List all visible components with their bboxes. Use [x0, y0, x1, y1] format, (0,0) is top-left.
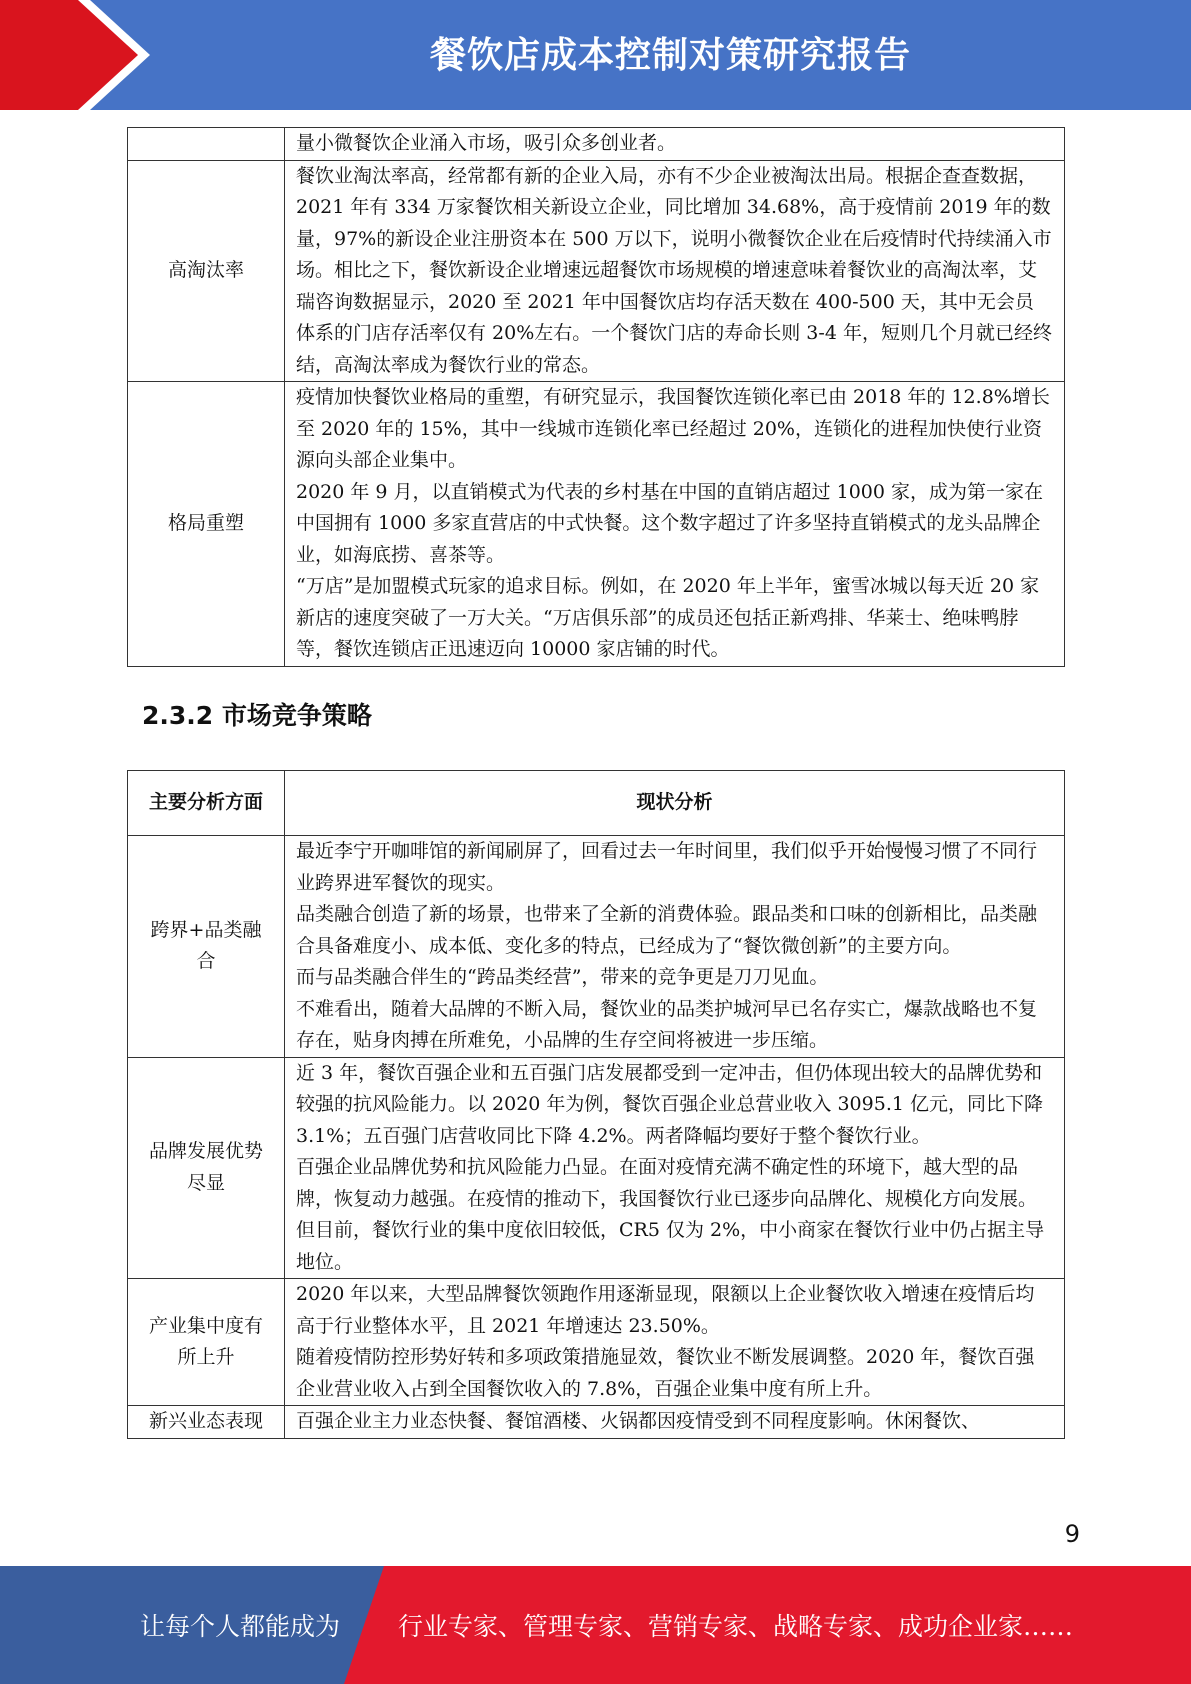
- footer-slogan-text: 行业专家、管理专家、营销专家、战略专家、成功企业家……: [398, 1612, 1074, 1641]
- aspect-cell: 高淘汰率: [128, 160, 285, 382]
- table-row: [128, 1057, 1065, 1279]
- table-row: [128, 1406, 1065, 1439]
- analysis-cell: [285, 1406, 1065, 1439]
- page-header: [0, 0, 1191, 110]
- document-title: 餐饮店成本控制对策研究报告: [429, 34, 911, 76]
- table-row: [128, 836, 1065, 1058]
- analysis-paragraph: 随着疫情防控形势好转和多项政策措施显效，餐饮业不断发展调整。2020 年，餐饮百强企业营业收入占到全国餐饮收入的 7.8%，百强企业集中度有所上升。: [296, 1346, 1035, 1400]
- analysis-cell: [285, 160, 1065, 382]
- analysis-paragraph: 品类融合创造了新的场景，也带来了全新的消费体验。跟品类和口味的创新相比，品类融合具备难度小、成本低、变化多的特点，已经成为了“餐饮微创新”的主要方向。: [296, 903, 1038, 957]
- analysis-paragraph: 疫情加快餐饮业格局的重塑，有研究显示，我国餐饮连锁化率已由 2018 年的 12.8%增长至 2020 年的 15%，其中一线城市连锁化率已经超过 20%，连锁化的进程加快使行业资源向头部企业集中。: [296, 386, 1050, 471]
- table-row: [128, 382, 1065, 667]
- analysis-paragraph: 而与品类融合伴生的“跨品类经营”，带来的竞争更是刀刀见血。: [296, 966, 829, 988]
- table-row: [128, 160, 1065, 382]
- analysis-paragraph: 餐饮业淘汰率高，经常都有新的企业入局，亦有不少企业被淘汰出局。根据企查查数据，2021 年有 334 万家餐饮相关新设立企业，同比增加 34.68%，高于疫情前 2019 年的数量，97%的新设企业注册资本在 500 万以下，说明小微餐饮企业在后疫情时代持续涌入市场。相比之下，餐饮新设企业增速远超餐饮市场规模的增速意味着餐饮业的高淘汰率，艾瑞咨询数据显示，2020 至 2021 年中国餐饮店均存活天数在 400-500 天，其中无会员体系的门店存活率仅有 20%左右。一个餐饮门店的寿命长则 3-4 年，短则几个月就已经终结，高淘汰率成为餐饮行业的常态。: [296, 164, 1052, 376]
- analysis-paragraph: 百强企业品牌优势和抗风险能力凸显。在面对疫情充满不确定性的环境下，越大型的品牌，恢复动力越强。在疫情的推动下，我国餐饮行业已逐步向品牌化、规模化方向发展。但目前，餐饮行业的集中度依旧较低，CR5 仅为 2%，中小商家在餐饮行业中仍占据主导地位。: [296, 1156, 1045, 1273]
- analysis-paragraph: “万店”是加盟模式玩家的追求目标。例如，在 2020 年上半年，蜜雪冰城以每天近 20 家新店的速度突破了一万大关。“万店俱乐部”的成员还包括正新鸡排、华莱士、绝味鸭脖等，餐饮连锁店正迅速迈向 10000 家店铺的时代。: [296, 575, 1040, 660]
- analysis-paragraph: 不难看出，随着大品牌的不断入局，餐饮业的品类护城河早已名存实亡，爆款战略也不复存在，贴身肉搏在所难免，小品牌的生存空间将被进一步压缩。: [296, 997, 1038, 1051]
- analysis-cell: [285, 382, 1065, 667]
- analysis-cell: [285, 128, 1065, 161]
- page-footer: [0, 1566, 1191, 1684]
- table-header-row: [128, 771, 1065, 836]
- analysis-paragraph: 百强企业主力业态快餐、餐馆酒楼、火锅都因疫情受到不同程度影响。休闲餐饮、: [296, 1410, 981, 1432]
- aspect-cell: 格局重塑: [128, 382, 285, 667]
- aspect-cell: [128, 128, 285, 161]
- footer-lead-text: 让每个人都能成为: [140, 1612, 341, 1641]
- analysis-paragraph: 2020 年 9 月，以直销模式为代表的乡村基在中国的直销店超过 1000 家，成为第一家在中国拥有 1000 多家直营店的中式快餐。这个数字超过了许多坚持直销模式的龙头品牌企业，如海底捞、喜茶等。: [296, 480, 1043, 566]
- analysis-cell: [285, 1279, 1065, 1406]
- analysis-cell: [285, 836, 1065, 1058]
- section-heading: 2.3.2 市场竞争策略: [142, 701, 372, 730]
- aspect-cell: 新兴业态表现: [128, 1406, 285, 1439]
- table-row: [128, 128, 1065, 161]
- analysis-paragraph: 2020 年以来，大型品牌餐饮领跑作用逐渐显现，限额以上企业餐饮收入增速在疫情后均高于行业整体水平，且 2021 年增速达 23.50%。: [296, 1283, 1035, 1337]
- analysis-paragraph: 量小微餐饮企业涌入市场，吸引众多创业者。: [296, 132, 677, 154]
- page-number: 9: [1064, 1520, 1080, 1548]
- table-industry-status: [127, 127, 1065, 667]
- column-header-analysis: 现状分析: [285, 771, 1065, 836]
- analysis-cell: [285, 1057, 1065, 1279]
- table-row: [128, 1279, 1065, 1406]
- table-competition-strategy: [127, 770, 1065, 1439]
- analysis-paragraph: 最近李宁开咖啡馆的新闻刷屏了，回看过去一年时间里，我们似乎开始慢慢习惯了不同行业跨界进军餐饮的现实。: [296, 840, 1038, 894]
- column-header-aspect: 主要分析方面: [128, 771, 285, 836]
- aspect-cell: 产业集中度有所上升: [128, 1279, 285, 1406]
- analysis-paragraph: 近 3 年，餐饮百强企业和五百强门店发展都受到一定冲击，但仍体现出较大的品牌优势和较强的抗风险能力。以 2020 年为例，餐饮百强企业总营业收入 3095.1 亿元，同比下降 3.1%；五百强门店营收同比下降 4.2%。两者降幅均要好于整个餐饮行业。: [296, 1061, 1043, 1147]
- aspect-cell: 品牌发展优势尽显: [128, 1057, 285, 1279]
- aspect-cell: 跨界+品类融合: [128, 836, 285, 1058]
